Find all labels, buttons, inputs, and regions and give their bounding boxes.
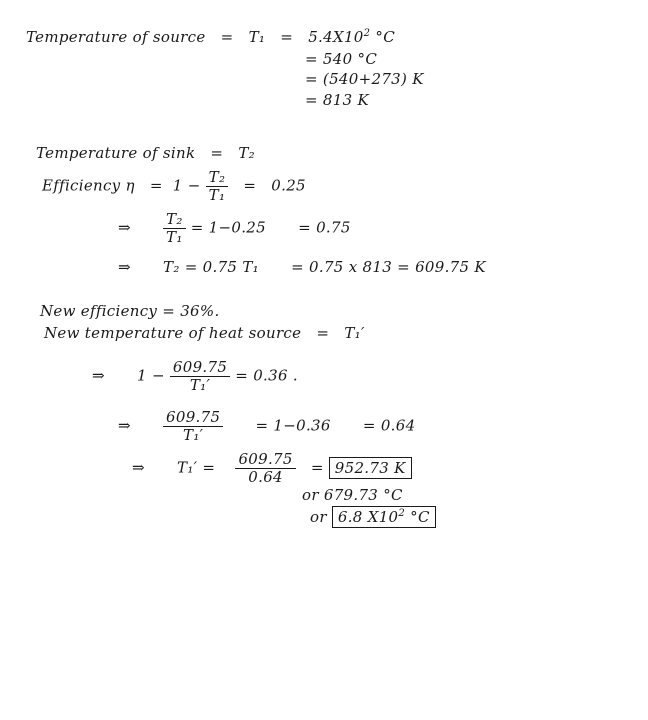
source-temperature-line: Temperature of source = $T_1 = 5.4X10^2$ °C bbox=[26, 28, 395, 46]
sink-temperature-line: Temperature of sink = T₂ bbox=[36, 144, 255, 162]
boxed-kelvin-answer: 952.73 K bbox=[329, 457, 412, 479]
celsius-answer-line: or 679.73 °C bbox=[302, 486, 403, 504]
source-temperature-value: 5.4X10 bbox=[308, 28, 364, 46]
new-ratio-result: = 0.64 bbox=[362, 416, 416, 435]
sink-temperature-symbol: T₂ bbox=[238, 144, 255, 162]
implies-arrow-icon: ⇒ bbox=[118, 416, 131, 435]
temperature-ratio-line bbox=[118, 212, 351, 245]
new-source-temperature-expression: T₁′ = bbox=[177, 458, 216, 477]
new-efficiency-fraction bbox=[170, 360, 230, 393]
boxed-scientific-mantissa: 6.8 X10 bbox=[337, 508, 399, 526]
new-efficiency-equation-result: = 0.36 . bbox=[235, 366, 298, 385]
efficiency-label: Efficiency η bbox=[42, 176, 135, 195]
new-efficiency-line: New efficiency = 36%. bbox=[40, 302, 220, 320]
boxed-scientific-unit: °C bbox=[410, 508, 430, 526]
implies-arrow-icon: ⇒ bbox=[132, 458, 145, 477]
new-ratio-middle: = 1−0.36 bbox=[255, 416, 331, 435]
source-temperature-conversion: = (540+273) K bbox=[305, 70, 424, 88]
temperature-ratio-denominator: T₁ bbox=[166, 228, 183, 246]
source-temperature-unit: °C bbox=[375, 28, 395, 46]
new-source-temperature-line: New temperature of heat source = T₁′ bbox=[44, 324, 365, 342]
new-efficiency-equation-line bbox=[92, 360, 298, 393]
new-efficiency-equation-prefix: 1 − bbox=[137, 366, 165, 385]
temperature-ratio-numerator: T₂ bbox=[163, 212, 186, 229]
new-ratio-numerator: 609.75 bbox=[163, 410, 223, 427]
scientific-answer-prefix: or bbox=[310, 508, 327, 526]
sink-temperature-label: Temperature of sink bbox=[36, 144, 196, 162]
source-temperature-exponent: 2 bbox=[363, 28, 371, 39]
implies-arrow-icon: ⇒ bbox=[92, 366, 105, 385]
efficiency-value: 0.25 bbox=[271, 176, 306, 195]
new-ratio-denominator: T₁′ bbox=[183, 426, 204, 444]
boxed-scientific-exponent: 2 bbox=[398, 508, 406, 519]
temperature-ratio-middle: = 1−0.25 bbox=[190, 218, 266, 237]
source-temperature-label: Temperature of source bbox=[26, 28, 206, 46]
efficiency-denominator: T₁ bbox=[208, 186, 226, 204]
new-source-temperature-symbol: T₁′ bbox=[344, 324, 365, 342]
new-efficiency-denominator: T₁′ bbox=[189, 376, 211, 394]
new-source-temperature-numerator: 609.75 bbox=[235, 452, 295, 469]
source-temperature-celsius: = 540 °C bbox=[305, 50, 378, 68]
implies-arrow-icon: ⇒ bbox=[118, 258, 131, 276]
efficiency-numerator: T₂ bbox=[206, 170, 229, 187]
boxed-scientific-answer bbox=[332, 506, 436, 528]
temperature-ratio-fraction bbox=[163, 212, 186, 245]
new-source-temperature-result-line: ⇒ T₁′ = $\frac{609.75}{0.64}$ = 952.73 K bbox=[132, 452, 412, 485]
new-source-temperature-fraction bbox=[235, 452, 295, 485]
new-ratio-fraction bbox=[163, 410, 223, 443]
sink-temperature-expression: T₂ = 0.75 T₁ bbox=[163, 258, 259, 276]
new-source-temperature-label: New temperature of heat source bbox=[44, 324, 302, 342]
new-source-temperature-denominator: 0.64 bbox=[248, 468, 283, 486]
sink-temperature-result: = 0.75 x 813 = 609.75 K bbox=[291, 258, 486, 276]
new-ratio-line bbox=[118, 410, 415, 443]
implies-arrow-icon: ⇒ bbox=[118, 218, 131, 237]
source-temperature-symbol: T₁ bbox=[248, 28, 266, 46]
sink-temperature-result-line bbox=[118, 258, 486, 276]
source-temperature-kelvin: = 813 K bbox=[305, 91, 370, 109]
efficiency-line: Efficiency η = 1 − $\frac{\text{T₂}}{\text{T₁}}$ = 0.25 bbox=[42, 168, 306, 204]
new-efficiency-numerator: 609.75 bbox=[170, 360, 230, 377]
scientific-answer-line bbox=[310, 508, 436, 526]
temperature-ratio-result: = 0.75 bbox=[298, 218, 351, 237]
efficiency-fraction bbox=[206, 170, 229, 203]
